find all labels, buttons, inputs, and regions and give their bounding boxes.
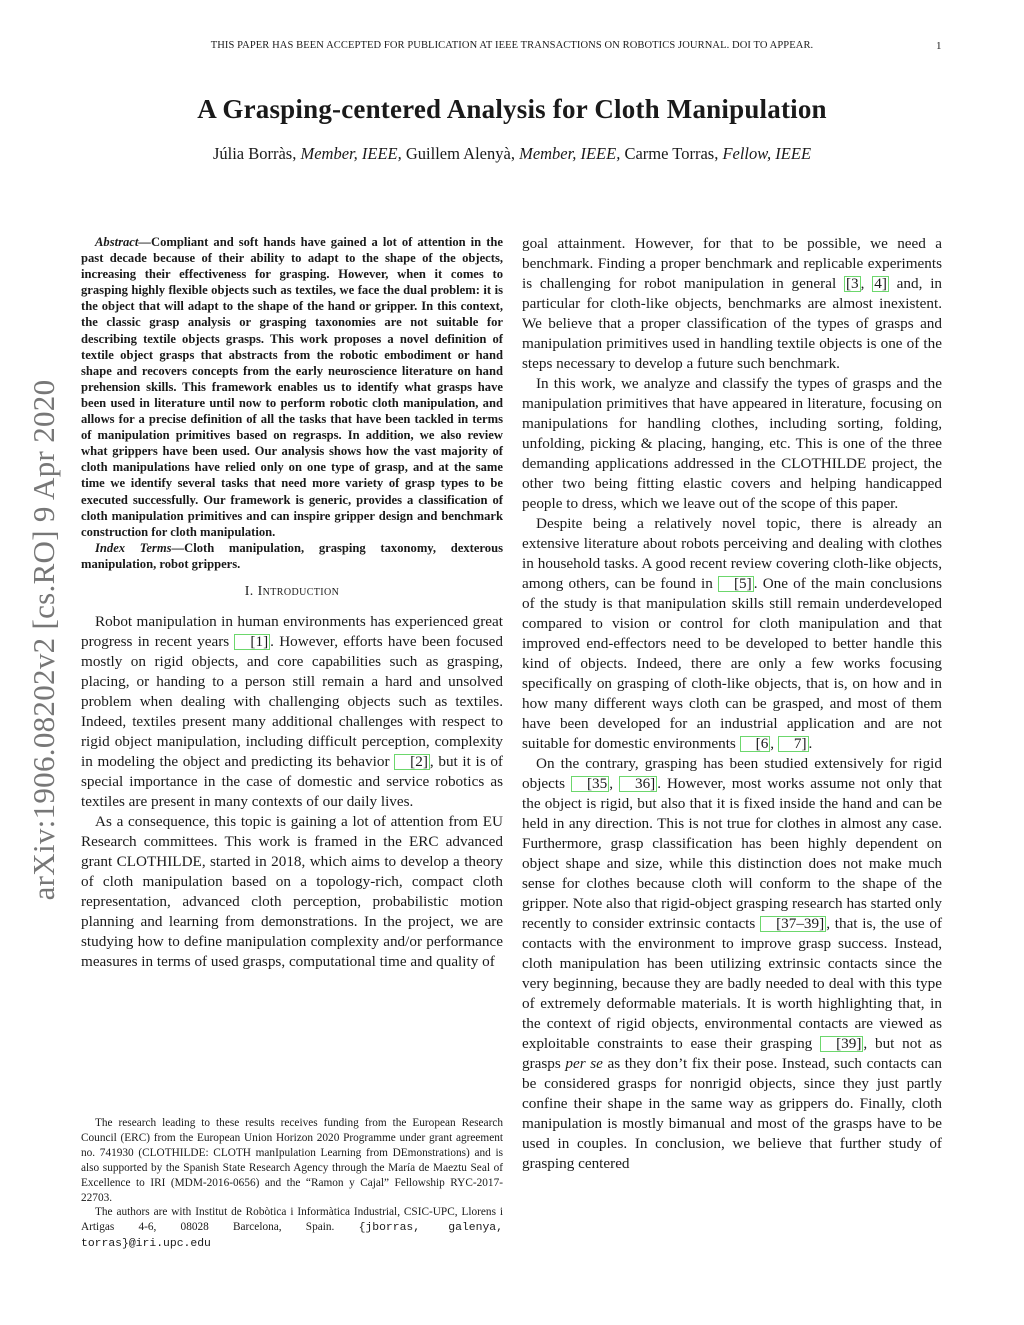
section-heading: I. Introduction xyxy=(244,583,340,599)
paragraph-text: . One of the main conclusions of the study is that manipulation skills still remain underdeveloped compared to vision or control for cloth manipulation and that improved end-effectors need to be developed to better handle this kind of objects. Indeed, there are only a few works focusing specifically on grasping of cloth-like objects, that is, on how and in how many different ways cloth can be grasped, and most of them have been developed for an industrial application and are not suitable for domestic environments xyxy=(522,575,943,752)
paragraph xyxy=(522,754,942,1174)
footnotes xyxy=(81,1116,503,1252)
author-1-role: Member, IEEE, xyxy=(300,144,402,163)
citation-link[interactable]: 4] xyxy=(874,275,887,292)
citation-link[interactable]: [1] xyxy=(234,634,270,650)
left-column xyxy=(81,234,503,972)
citation-link[interactable]: [35 xyxy=(571,776,609,792)
paragraph-text: On the contrary, grasping has been studied extensively for rigid objects xyxy=(522,755,942,792)
index-terms xyxy=(81,540,503,572)
paragraph: As a consequence, this topic is gaining a lot of attention from EU Research committees. This work is framed in the ERC advanced grant CLOTHILDE, started in 2018, which aims to develop a theory of cloth manipulation based on a topology-rich, compact cloth representation, advanced cloth perception, probabilistic motion planning and learning from demonstrations. In the project, we are studying how to define manipulation complexity and/or performance measures in terms of used grasps, computational time and quality of xyxy=(81,812,503,970)
abstract-text: Compliant and soft hands have gained a lot of attention in the past decade because of their ability to adapt to the shape of the objects, increasing their effectiveness for grasping. However, when it comes to grasping highly flexible objects such as textiles, we face the dual problem: it is the object that will adapt to the shape of the hand or gripper. In this context, the classic grasp analysis or grasping taxonomies are not suitable for describing textile objects grasps. This work proposes a novel definition of textile object grasps that abstracts from the robotic embodiment or hand shape and recovers concepts from the early neuroscience literature on hand prehension skills. This framework enables us to identify what grasps have been used in literature until now to perform robotic cloth manipulation, and allows for a precise definition of all the tasks that have been tackled in terms of manipulation primitives based on regrasps. In addition, we also review what grippers have been used. Our analysis shows how the vast majority of cloth manipulations have relied only on one type of grasp, and at the same time we identify several tasks that need more variety of grasp types to be executed successfully. Our framework is generic, provides a classification of cloth manipulation primitives and can inspire gripper design and benchmark construction for cloth manipulation. xyxy=(81,235,503,539)
page-number: 1 xyxy=(936,40,942,52)
paragraph xyxy=(81,612,503,812)
emphasis-text: per se xyxy=(565,1055,603,1072)
paragraph-text: . xyxy=(808,735,813,752)
paragraph-text: , xyxy=(860,275,873,292)
index-terms-text: —Cloth manipulation, grasping taxonomy, dexterous manipulation, robot grippers. xyxy=(81,540,503,571)
affiliation-footnote xyxy=(81,1205,503,1252)
affiliation-text: The authors are with Institut de Robòtica i Informàtica Industrial, CSIC-UPC, Llorens i Artigas 4-6, 08028 Barcelona, Spain. xyxy=(81,1206,503,1234)
citation-link[interactable]: [5] xyxy=(718,576,754,592)
paragraph: In this work, we analyze and classify the types of grasps and the manipulation primitives that have appeared in literature, focusing on manipulations for handling clothes, including sorting, folding, unfolding, picking & placing, hanging, etc. This is one of the three demanding applications addressed in the CLOTHILDE project, the other two being fitting elastic covers and helping handicapped people to dress, which we leave out of the scope of this paper. xyxy=(522,375,942,512)
paper-title: A Grasping-centered Analysis for Cloth Manipulation xyxy=(197,94,827,124)
abstract-lead: Abstract— xyxy=(95,235,151,249)
author-emails: {jborras, galenya, torras}@iri.upc.edu xyxy=(81,1222,503,1251)
funding-footnote: The research leading to these results receives funding from the European Research Council (ERC) from the European Union Horizon 2020 Programme under grant agreement no. 741930 (CLOTHILDE: CLOTH manIpulation Learning from DEmonstrations) and is also supported by the Spanish State Research Agency through the María de Maeztu Seal of Excellence to IRI (MDM-2016-0656) and the “Ramon y Cajal” Fellowship RYC-2017-22703. xyxy=(81,1117,503,1204)
citation-link[interactable]: [37–39] xyxy=(760,916,826,932)
paragraph-text: . However, most works assume not only that the object is rigid, but also that it is fixed inside the hand and can be held in any direction. This is not true for clothes in almost any case. Furthermore, grasp classification has been highly dependent on object shape and size, while this distinction does not make much sense for clothes because cloth will conform to the shape of the gripper. Note also that rigid-object grasping research has started only recently to consider extrinsic contacts xyxy=(522,775,943,932)
paragraph-text: as they don’t fix their pose. Instead, such contacts can be considered grasps for nonrigid objects, since they just partly confine their shape in the same way as grippers do. Finally, cloth manipulation is mostly bimanual and most of the grasps have to be used in couples. In conclusion, we believe that further study of grasping centered xyxy=(522,1055,942,1172)
right-column xyxy=(522,234,942,1174)
paragraph-text: , but not as grasps xyxy=(522,1035,943,1072)
paragraph-text: , xyxy=(770,735,778,752)
citation-link[interactable]: 7] xyxy=(778,736,809,752)
paragraph-text: Despite being a relatively novel topic, there is already an extensive literature about robots perceiving and dealing with clothes in household tasks. A good recent review covering cloth-like objects, among others, can be found in xyxy=(522,515,942,592)
paragraph-text: , xyxy=(609,775,619,792)
paragraph-text: and, in particular for cloth-like objects, benchmarks are almost inexistent. We believe that a proper classification of the types of grasps and manipulation primitives used in handling textile objects is one of the steps necessary to develop a future such benchmark. xyxy=(522,275,943,372)
author-2-role: Member, IEEE, xyxy=(519,144,621,163)
abstract xyxy=(81,234,503,540)
paragraph-text: , that is, the use of contacts with the environment to improve grasp success. Instead, cloth manipulation has been utilizing extrinsic contacts since the very beginning, because they are badly needed to deal with this type of extremely deformable materials. It is worth highlighting that, in the context of rigid objects, environmental contacts are viewed as exploitable constraints to ease their grasping xyxy=(522,915,942,1052)
paragraph-text: goal attainment. However, for that to be possible, we need a benchmark. Finding a proper benchmark and replicable experiments is challenging for robot manipulation in general xyxy=(522,235,942,292)
author-2-name: Guillem Alenyà, xyxy=(405,144,515,163)
paragraph-text: . However, efforts have been focused mostly on rigid objects, and core capabilities such as grasping, placing, or handing to a person still remain a hard and unsolved problem when dealing with challenging objects such as textiles. Indeed, textiles present many additional challenges with respect to rigid object manipulation, including difficult perception, complexity in modeling the object and predicting its behavior xyxy=(81,632,503,770)
citation-link[interactable]: 36] xyxy=(619,776,657,792)
running-head: THIS PAPER HAS BEEN ACCEPTED FOR PUBLICATION AT IEEE TRANSACTIONS ON ROBOTICS JOURNAL. DOI TO APPEAR. xyxy=(210,40,814,51)
author-3-role: Fellow, IEEE xyxy=(722,144,812,163)
index-terms-lead: Index Terms xyxy=(95,540,172,555)
citation-link[interactable]: [3 xyxy=(845,275,859,292)
author-list xyxy=(0,144,1024,164)
arxiv-stamp: arXiv:1906.08202v2 [cs.RO] 9 Apr 2020 xyxy=(26,379,61,901)
paragraph-text: , but it is of special importance in the case of domestic and service robotics as textiles are present in many contexts of our daily lives. xyxy=(81,752,503,810)
author-1-name: Júlia Borràs, xyxy=(212,144,297,163)
citation-link[interactable]: [2] xyxy=(394,754,430,770)
paragraph xyxy=(522,234,942,374)
citation-link[interactable]: [39] xyxy=(820,1036,863,1052)
citation-link[interactable]: [6 xyxy=(740,736,771,752)
paragraph xyxy=(522,514,942,754)
author-3-name: Carme Torras, xyxy=(624,144,719,163)
paragraph-text: Robot manipulation in human environments has experienced great progress in recent years xyxy=(81,612,503,650)
